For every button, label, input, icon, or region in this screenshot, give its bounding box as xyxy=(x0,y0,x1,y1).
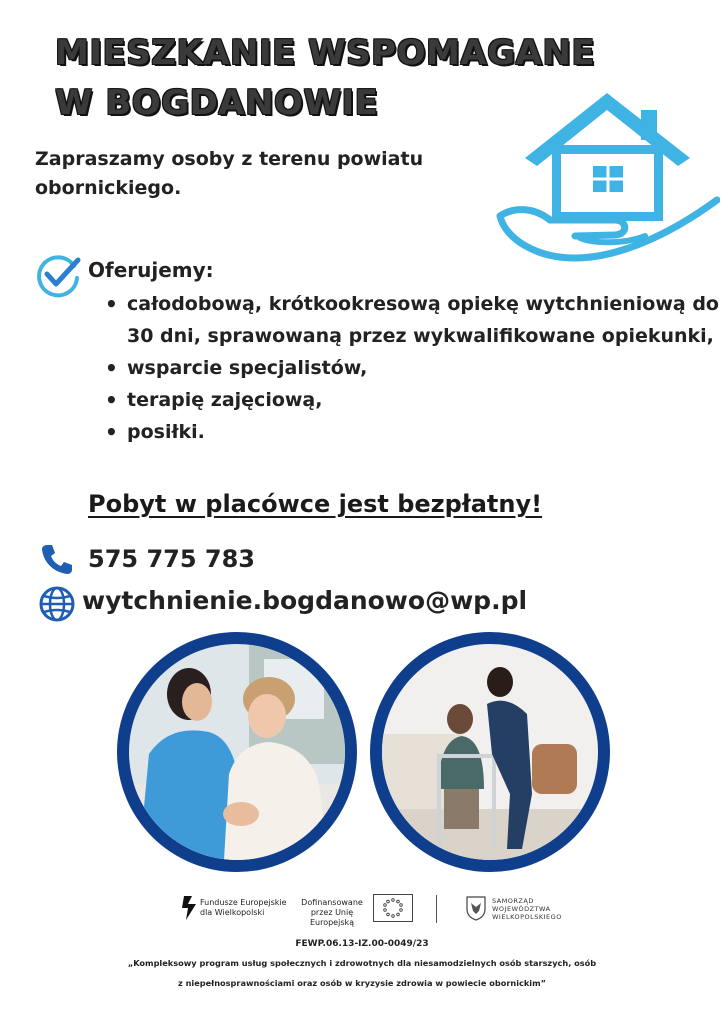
photo-caregiver-with-walker xyxy=(370,632,610,872)
list-item: • wsparcie specjalistów, xyxy=(105,352,720,384)
offer-heading: Oferujemy: xyxy=(88,258,214,282)
title-line-2: W BOGDANOWIE xyxy=(55,83,379,123)
eu-flag-icon xyxy=(373,894,413,922)
offer-list xyxy=(105,288,720,448)
checkmark-icon xyxy=(36,252,82,298)
title-line-1: MIESZKANIE WSPOMAGANE xyxy=(55,33,596,73)
region-name: SAMORZĄD WOJEWÓDZTWA WIELKOPOLSKIEGO xyxy=(492,897,562,921)
phone-number[interactable]: 575 775 783 xyxy=(88,545,256,573)
fund-name: Fundusze Europejskie dla Wielkopolski xyxy=(200,898,287,917)
list-item: • posiłki. xyxy=(105,416,720,448)
footer-divider xyxy=(436,895,437,923)
intro-text: Zapraszamy osoby z terenu powiatu obornickiego. xyxy=(35,148,424,199)
phone-icon xyxy=(40,542,74,576)
photo-illustration xyxy=(382,644,598,860)
project-description-line-1: „Kompleksowy program usług społecznych i zdrowotnych dla niesamodzielnych osób starszych, osób xyxy=(127,958,597,968)
fundusze-logo-icon xyxy=(182,894,198,922)
globe-icon xyxy=(38,585,76,623)
project-code: FEWP.06.13-IZ.00-0049/23 xyxy=(295,939,429,949)
photo-caregiver-with-senior xyxy=(117,632,357,872)
list-item: • całodobową, krótkookresową opiekę wytchnieniową do 30 dni, sprawowaną przez wykwalifikowane opiekunki, xyxy=(105,288,720,352)
cofinanced-text: Dofinansowane przez Unię Europejską xyxy=(301,898,363,927)
house-in-hand-icon xyxy=(495,88,720,268)
list-item: • terapię zajęciową, xyxy=(105,384,720,416)
free-stay-notice: Pobyt w placówce jest bezpłatny! xyxy=(88,490,543,518)
photo-illustration xyxy=(129,644,345,860)
region-crest-icon xyxy=(465,895,487,921)
project-description-line-2: z niepełnosprawnościami oraz osób w kryzysie zdrowia w powiecie obornickim” xyxy=(177,978,547,988)
email-address[interactable]: wytchnienie.bogdanowo@wp.pl xyxy=(82,586,528,615)
